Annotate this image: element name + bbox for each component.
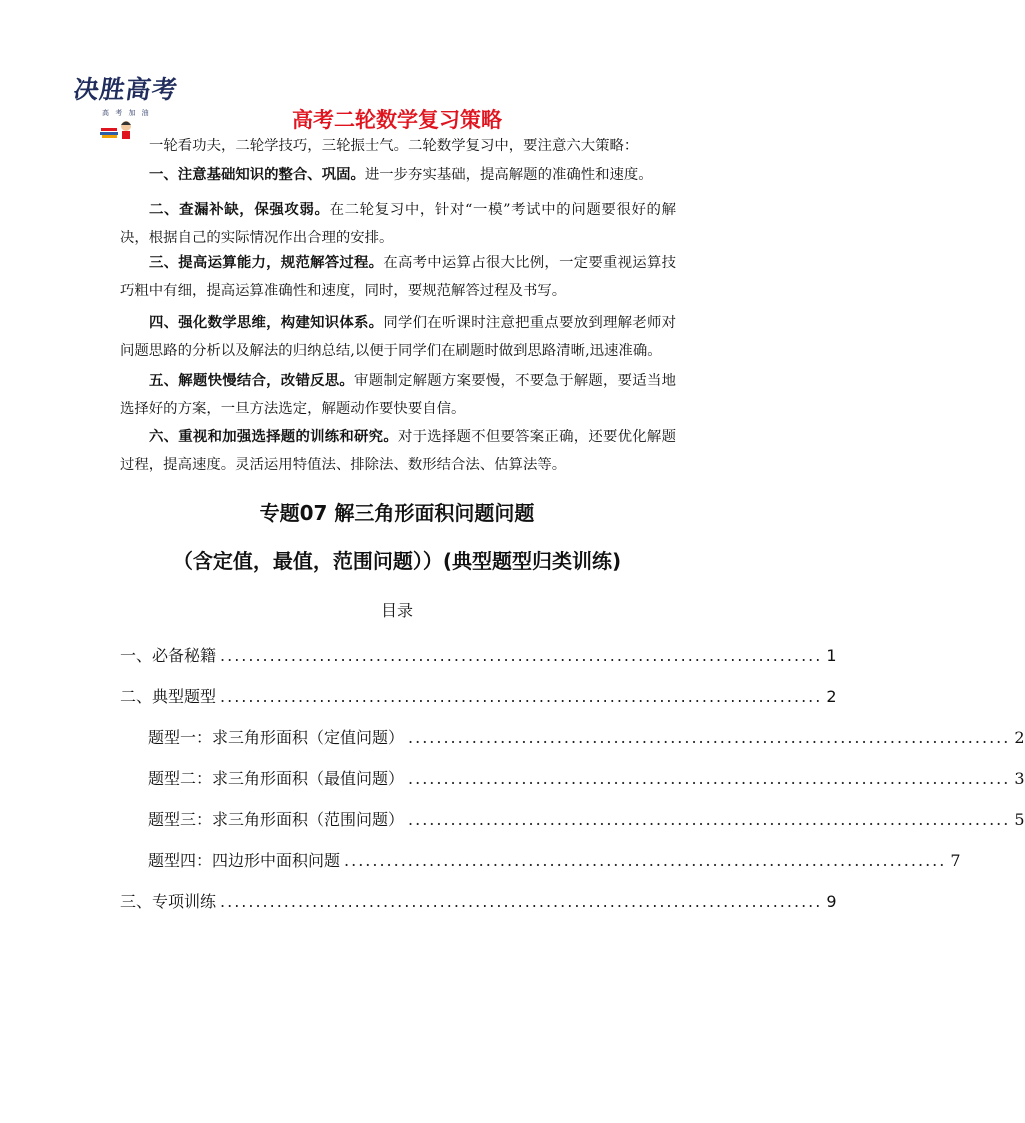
strategy-4 [120, 309, 676, 365]
toc-entry-3[interactable] [148, 725, 1025, 749]
strategy-5 [120, 367, 676, 423]
toc-leader-dots: ..................................................................................... [220, 646, 823, 665]
strategy-body: 在二轮复习中，针对“一模”考试中的问题要很好的解决，根据自己的实际情况作出合理的安排。 [120, 202, 676, 246]
toc-leader-dots: ..................................................................................... [220, 687, 823, 706]
toc-entry-page: 9 [826, 892, 837, 911]
toc-leader-dots: ..................................................................................... [408, 728, 1011, 747]
toc-entry-label: 二、典型题型 [120, 687, 217, 706]
strategy-heading: 六、重视和加强选择题的训练和研究。 [149, 429, 398, 445]
strategy-body: 同学们在听课时注意把重点要放到理解老师对问题思路的分析以及解法的归纳总结,以便于同学们在刷题时做到思路清晰,迅速准确。 [120, 315, 676, 359]
strategy-2 [120, 196, 676, 252]
toc-entry-4[interactable] [148, 766, 1025, 790]
toc-entry-label: 三、专项训练 [120, 892, 217, 911]
strategy-heading: 二、查漏补缺，保强攻弱。 [149, 202, 330, 218]
toc-leader-dots: ..................................................................................... [220, 892, 823, 911]
toc-entry-page: 1 [826, 646, 837, 665]
strategy-body: 在高考中运算占很大比例，一定要重视运算技巧粗中有细，提高运算准确性和速度，同时，要规范解答过程及书写。 [120, 255, 676, 299]
topic-subtitle: （含定值，最值，范围问题））(典型题型归类训练) [172, 549, 622, 573]
strategy-body: 审题制定解题方案要慢，不要急于解题，要适当地选择好的方案，一旦方法选定，解题动作要快要自信。 [120, 373, 676, 417]
toc-leader-dots: ..................................................................................... [408, 769, 1011, 788]
toc-entry-6[interactable] [148, 848, 961, 872]
toc-entry-page: 7 [950, 851, 961, 870]
toc-leader-dots: ..................................................................................... [344, 851, 947, 870]
toc-entry-1[interactable] [120, 643, 837, 667]
strategy-heading: 一、注意基础知识的整合、巩固。 [149, 167, 365, 183]
intro-paragraph: 一轮看功夫，二轮学技巧，三轮振士气。二轮数学复习中，要注意六大策略： [149, 138, 639, 154]
strategy-heading: 三、提高运算能力，规范解答过程。 [149, 255, 384, 271]
strategy-heading: 五、解题快慢结合，改错反思。 [149, 373, 355, 389]
strategy-3 [120, 249, 676, 305]
strategy-body: 进一步夯实基础，提高解题的准确性和速度。 [364, 167, 653, 183]
strategy-heading: 四、强化数学思维，构建知识体系。 [149, 315, 384, 331]
toc-heading: 目录 [380, 601, 413, 620]
toc-entry-page: 5 [1014, 810, 1025, 829]
logo-subtext: 高 考 加 油 [102, 109, 151, 117]
toc-entry-7[interactable] [120, 889, 837, 913]
toc-entry-page: 2 [1014, 728, 1025, 747]
strategy-6 [120, 423, 676, 479]
toc-entry-page: 2 [826, 687, 837, 706]
toc-entry-label: 题型一：求三角形面积（定值问题） [148, 728, 405, 747]
strategy-1 [120, 161, 676, 189]
toc-entry-label: 题型三：求三角形面积（范围问题） [148, 810, 405, 829]
logo-text: 决胜高考 [71, 75, 180, 104]
strategy-body: 对于选择题不但要答案正确，还要优化解题过程，提高速度。灵活运用特值法、排除法、数形结合法、估算法等。 [120, 429, 676, 473]
document-title: 高考二轮数学复习策略 [292, 108, 502, 132]
toc-entry-5[interactable] [148, 807, 1025, 831]
toc-entry-label: 题型四：四边形中面积问题 [148, 851, 341, 870]
toc-entry-label: 题型二：求三角形面积（最值问题） [148, 769, 405, 788]
topic-title: 专题07 解三角形面积问题问题 [259, 501, 535, 525]
toc-entry-2[interactable] [120, 684, 837, 708]
toc-entry-label: 一、必备秘籍 [120, 646, 217, 665]
toc-entry-page: 3 [1014, 769, 1025, 788]
toc-leader-dots: ..................................................................................... [408, 810, 1011, 829]
